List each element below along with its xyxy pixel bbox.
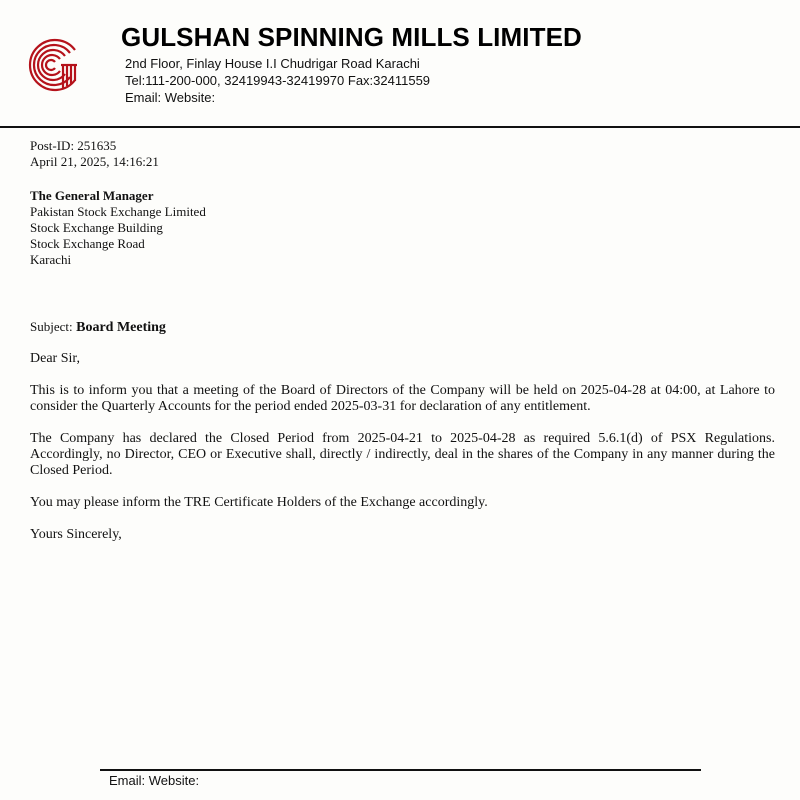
body-paragraph-closed-period: The Company has declared the Closed Period from 2025-04-21 to 2025-04-28 as required 5.6.1(d) of PSX Regulations. Accordingly, no Director, CEO or Executive shall, directly / indirectly, deal in the shares of the Company in any manner during the Closed Period. <box>30 431 775 478</box>
recipient-title: The General Manager <box>30 188 154 203</box>
subject-text: Board Meeting <box>76 320 166 335</box>
letterhead <box>0 0 800 128</box>
post-date: April 21, 2025, 14:16:21 <box>30 154 159 169</box>
recipient-road: Stock Exchange Road <box>30 236 145 251</box>
footer-email-website: Email: Website: <box>109 773 200 788</box>
company-phone-fax: Tel:111-200-000, 32419943-32419970 Fax:32411559 <box>125 73 431 88</box>
company-logo-icon <box>25 38 79 92</box>
company-name: GULSHAN SPINNING MILLS LIMITED <box>121 22 582 52</box>
company-email-website: Email: Website: <box>125 90 216 105</box>
footer-divider <box>100 769 701 771</box>
recipient-organization: Pakistan Stock Exchange Limited <box>30 204 206 219</box>
closing: Yours Sincerely, <box>30 527 122 542</box>
subject-line <box>30 319 166 336</box>
subject-label: Subject: <box>30 319 73 334</box>
company-address: 2nd Floor, Finlay House I.I Chudrigar Road Karachi <box>125 56 420 71</box>
recipient-block <box>30 188 206 268</box>
post-id: Post-ID: 251635 <box>30 138 117 153</box>
salutation: Dear Sir, <box>30 351 80 366</box>
recipient-city: Karachi <box>30 252 72 267</box>
recipient-building: Stock Exchange Building <box>30 220 163 235</box>
body-paragraph-meeting: This is to inform you that a meeting of the Board of Directors of the Company will be held on 2025-04-28 at 04:00, at Lahore to consider the Quarterly Accounts for the period ended 2025-03-31 for declaration of any entitlement. <box>30 383 775 414</box>
body-paragraph-inform: You may please inform the TRE Certificate Holders of the Exchange accordingly. <box>30 495 488 510</box>
